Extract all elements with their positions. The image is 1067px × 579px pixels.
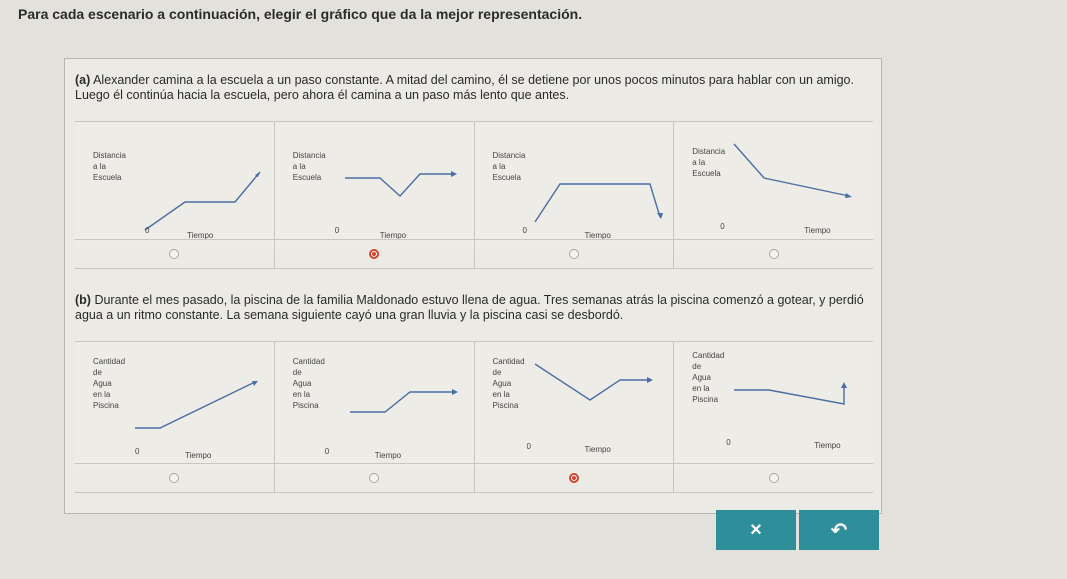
instruction-text: Para cada escenario a continuación, elegir el gráfico que da la mejor representación. [18,6,583,22]
x-axis-label: Tiempo [814,441,841,450]
question-b-text: Durante el mes pasado, la piscina de la familia Maldonado estuvo llena de agua. Tres semanas atrás la piscina comenzó a gotear, y perdió agua a un ritmo constante. La semana siguiente cayó una gran lluvia y la piscina casi se desbordó. [75,293,864,322]
question-panel [64,58,882,514]
y-axis-label: Cantidad de Agua en la Piscina [292,357,325,410]
option-b2-graph[interactable] [275,342,475,469]
option-b1-graph[interactable] [75,342,275,469]
origin-label: 0 [726,438,731,447]
x-axis-label: Tiempo [187,231,214,240]
radio-b4[interactable] [769,473,779,483]
question-b-label: (b) [75,293,91,307]
origin-label: 0 [145,226,150,235]
option-b3-graph[interactable] [475,342,675,469]
radio-b2[interactable] [369,473,379,483]
graph-a1 [75,122,275,250]
question-a-label: (a) [75,73,91,87]
graph-a3 [475,122,675,250]
origin-label: 0 [522,226,527,235]
radio-a3[interactable] [569,249,579,259]
question-a [75,73,875,103]
y-axis-label: Distancia a la Escuela [292,151,326,182]
radio-row-b [75,463,873,493]
question-a-text: Alexander camina a la escuela a un paso constante. A mitad del camino, él se detiene por unos pocos minutos para hablar con un amigo. Luego él continúa hacia la escuela, pero ahora él camina a un paso más lento que antes. [75,73,854,102]
origin-label: 0 [135,447,140,456]
option-a4-graph[interactable] [674,122,873,249]
option-a1-graph[interactable] [75,122,275,249]
graph-a2 [275,122,475,250]
undo-button[interactable]: ↶ [799,510,879,550]
origin-label: 0 [324,447,330,456]
origin-label: 0 [334,226,340,235]
y-axis-label: Cantidad de Agua en la Piscina [93,357,126,410]
radio-a1[interactable] [169,249,179,259]
y-axis-label: Distancia a la Escuela [492,151,526,182]
radio-row-a [75,239,873,269]
x-axis-label: Tiempo [379,231,407,240]
graph-b1 [75,342,275,470]
origin-label: 0 [720,222,725,231]
options-a [75,121,873,249]
x-axis-label: Tiempo [584,445,611,454]
options-b [75,341,873,469]
radio-a4[interactable] [769,249,779,259]
origin-label: 0 [526,442,531,451]
radio-b3[interactable] [569,473,579,483]
x-axis-label: Tiempo [804,226,831,235]
graph-b3 [475,342,675,470]
option-b4-graph[interactable] [674,342,873,469]
graph-a4 [674,122,874,250]
x-axis-label: Tiempo [584,231,611,240]
x-axis-label: Tiempo [374,451,402,460]
x-axis-label: Tiempo [185,451,212,460]
radio-b1[interactable] [169,473,179,483]
radio-a2[interactable] [369,249,379,259]
y-axis-label: Cantidad de Agua en la Piscina [492,357,525,410]
question-b [75,293,875,323]
y-axis-label: Cantidad de Agua en la Piscina [692,351,725,404]
graph-b4 [674,342,874,470]
y-axis-label: Distancia a la Escuela [692,147,726,178]
option-a2-graph[interactable] [275,122,475,249]
option-a3-graph[interactable] [475,122,675,249]
y-axis-label: Distancia a la Escuela [93,151,126,182]
clear-button[interactable]: × [716,510,796,550]
